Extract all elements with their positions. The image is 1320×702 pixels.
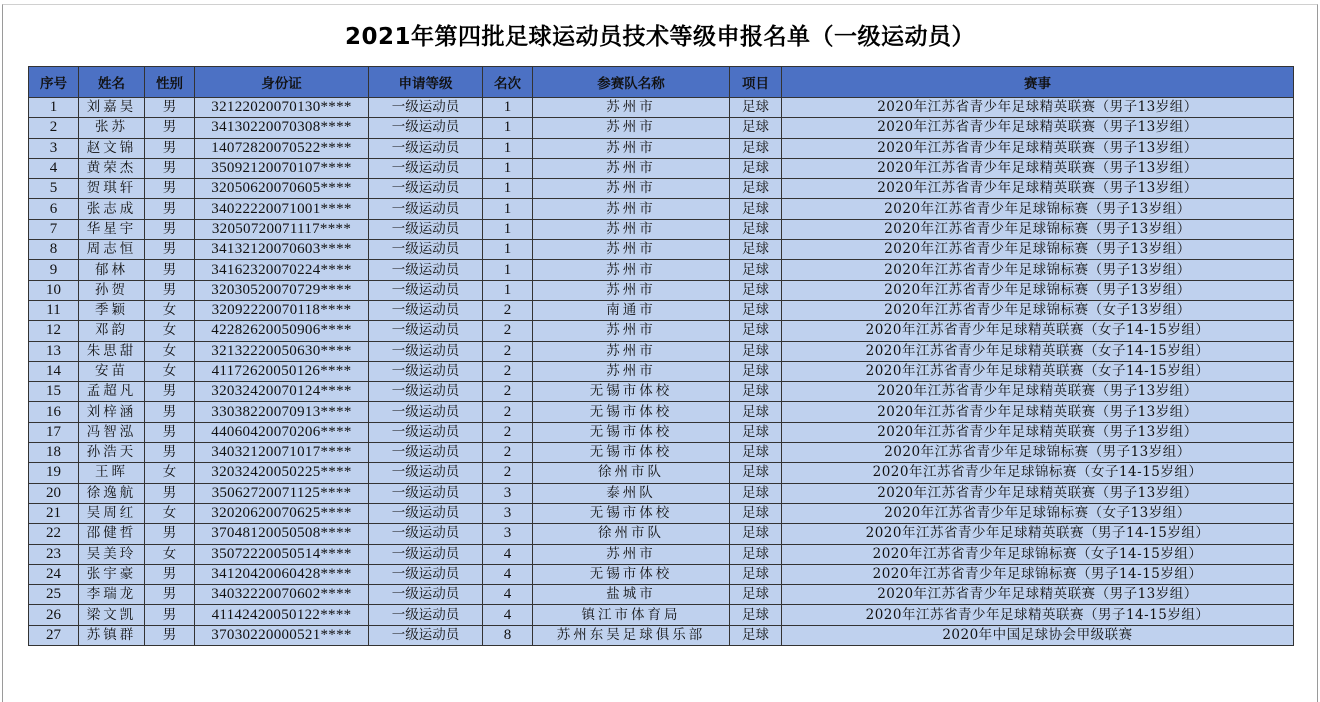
cell-name: 刘嘉昊 xyxy=(79,98,145,118)
col-header-level: 申请等级 xyxy=(369,67,483,98)
cell-level: 一级运动员 xyxy=(369,118,483,138)
cell-id-number: 35062720071125**** xyxy=(195,483,369,503)
cell-id-number: 32050620070605**** xyxy=(195,179,369,199)
cell-name: 张苏 xyxy=(79,118,145,138)
cell-rank: 3 xyxy=(483,483,533,503)
cell-name: 吴美玲 xyxy=(79,544,145,564)
cell-team: 无锡市体校 xyxy=(533,443,730,463)
cell-level: 一级运动员 xyxy=(369,564,483,584)
cell-event: 2020年江苏省青少年足球精英联赛（男子13岁组） xyxy=(782,138,1294,158)
cell-index: 11 xyxy=(29,300,79,320)
cell-index: 27 xyxy=(29,625,79,645)
cell-rank: 1 xyxy=(483,199,533,219)
cell-id-number: 34022220071001**** xyxy=(195,199,369,219)
cell-index: 18 xyxy=(29,443,79,463)
cell-event: 2020年江苏省青少年足球精英联赛（男子13岁组） xyxy=(782,422,1294,442)
cell-name: 张宇豪 xyxy=(79,564,145,584)
cell-team: 苏州东吴足球俱乐部 xyxy=(533,625,730,645)
cell-sport: 足球 xyxy=(730,199,782,219)
cell-rank: 2 xyxy=(483,402,533,422)
cell-index: 12 xyxy=(29,321,79,341)
cell-name: 孟超凡 xyxy=(79,382,145,402)
cell-name: 邓韵 xyxy=(79,321,145,341)
cell-gender: 男 xyxy=(145,422,195,442)
table-row xyxy=(29,138,1294,158)
cell-level: 一级运动员 xyxy=(369,240,483,260)
cell-index: 23 xyxy=(29,544,79,564)
cell-gender: 女 xyxy=(145,361,195,381)
table-row xyxy=(29,199,1294,219)
cell-index: 10 xyxy=(29,280,79,300)
cell-level: 一级运动员 xyxy=(369,158,483,178)
table-body xyxy=(29,98,1294,646)
cell-team: 无锡市体校 xyxy=(533,422,730,442)
table-row xyxy=(29,98,1294,118)
cell-team: 苏州市 xyxy=(533,321,730,341)
cell-level: 一级运动员 xyxy=(369,179,483,199)
table-row xyxy=(29,260,1294,280)
table-row xyxy=(29,158,1294,178)
cell-gender: 女 xyxy=(145,463,195,483)
cell-rank: 2 xyxy=(483,341,533,361)
page-title: 2021年第四批足球运动员技术等级申报名单（一级运动员） xyxy=(344,24,975,50)
cell-team: 泰州队 xyxy=(533,483,730,503)
cell-rank: 1 xyxy=(483,219,533,239)
cell-event: 2020年江苏省青少年足球锦标赛（男子13岁组） xyxy=(782,219,1294,239)
table-row xyxy=(29,118,1294,138)
cell-rank: 2 xyxy=(483,361,533,381)
cell-rank: 2 xyxy=(483,463,533,483)
cell-event: 2020年江苏省青少年足球精英联赛（男子13岁组） xyxy=(782,158,1294,178)
cell-gender: 男 xyxy=(145,118,195,138)
cell-level: 一级运动员 xyxy=(369,300,483,320)
cell-rank: 1 xyxy=(483,158,533,178)
cell-name: 吴周红 xyxy=(79,503,145,523)
cell-index: 8 xyxy=(29,240,79,260)
table-header-row xyxy=(29,67,1294,98)
cell-gender: 男 xyxy=(145,443,195,463)
cell-index: 2 xyxy=(29,118,79,138)
cell-level: 一级运动员 xyxy=(369,98,483,118)
cell-team: 苏州市 xyxy=(533,158,730,178)
table-row xyxy=(29,585,1294,605)
cell-gender: 男 xyxy=(145,524,195,544)
cell-level: 一级运动员 xyxy=(369,422,483,442)
cell-id-number: 34120420060428**** xyxy=(195,564,369,584)
cell-sport: 足球 xyxy=(730,402,782,422)
cell-gender: 女 xyxy=(145,341,195,361)
cell-index: 15 xyxy=(29,382,79,402)
cell-team: 苏州市 xyxy=(533,179,730,199)
cell-sport: 足球 xyxy=(730,463,782,483)
cell-name: 孙浩天 xyxy=(79,443,145,463)
table-row xyxy=(29,179,1294,199)
table-row xyxy=(29,321,1294,341)
cell-level: 一级运动员 xyxy=(369,361,483,381)
cell-index: 9 xyxy=(29,260,79,280)
cell-name: 赵文锦 xyxy=(79,138,145,158)
cell-sport: 足球 xyxy=(730,625,782,645)
cell-name: 孙贺 xyxy=(79,280,145,300)
table-row xyxy=(29,605,1294,625)
cell-name: 李瑞龙 xyxy=(79,585,145,605)
col-header-sport: 项目 xyxy=(730,67,782,98)
cell-level: 一级运动员 xyxy=(369,199,483,219)
cell-event: 2020年江苏省青少年足球锦标赛（男子13岁组） xyxy=(782,443,1294,463)
table-row xyxy=(29,219,1294,239)
cell-index: 6 xyxy=(29,199,79,219)
cell-id-number: 32032420050225**** xyxy=(195,463,369,483)
cell-team: 无锡市体校 xyxy=(533,402,730,422)
cell-event: 2020年江苏省青少年足球锦标赛（男子13岁组） xyxy=(782,260,1294,280)
cell-level: 一级运动员 xyxy=(369,483,483,503)
cell-gender: 女 xyxy=(145,321,195,341)
cell-team: 苏州市 xyxy=(533,118,730,138)
cell-event: 2020年江苏省青少年足球锦标赛（女子13岁组） xyxy=(782,503,1294,523)
cell-level: 一级运动员 xyxy=(369,625,483,645)
cell-rank: 4 xyxy=(483,605,533,625)
cell-id-number: 32132220050630**** xyxy=(195,341,369,361)
cell-event: 2020年江苏省青少年足球精英联赛（男子13岁组） xyxy=(782,179,1294,199)
cell-event: 2020年江苏省青少年足球精英联赛（男子13岁组） xyxy=(782,402,1294,422)
cell-name: 冯智泓 xyxy=(79,422,145,442)
cell-rank: 2 xyxy=(483,300,533,320)
cell-sport: 足球 xyxy=(730,503,782,523)
cell-event: 2020年江苏省青少年足球精英联赛（男子13岁组） xyxy=(782,98,1294,118)
table-row xyxy=(29,625,1294,645)
cell-id-number: 37048120050508**** xyxy=(195,524,369,544)
cell-id-number: 32092220070118**** xyxy=(195,300,369,320)
cell-team: 徐州市队 xyxy=(533,524,730,544)
cell-sport: 足球 xyxy=(730,443,782,463)
cell-sport: 足球 xyxy=(730,605,782,625)
cell-index: 5 xyxy=(29,179,79,199)
cell-event: 2020年江苏省青少年足球锦标赛（男子13岁组） xyxy=(782,240,1294,260)
cell-name: 梁文凯 xyxy=(79,605,145,625)
cell-index: 16 xyxy=(29,402,79,422)
cell-name: 周志恒 xyxy=(79,240,145,260)
cell-sport: 足球 xyxy=(730,483,782,503)
cell-level: 一级运动员 xyxy=(369,382,483,402)
cell-team: 苏州市 xyxy=(533,240,730,260)
cell-name: 王晖 xyxy=(79,463,145,483)
cell-index: 26 xyxy=(29,605,79,625)
cell-sport: 足球 xyxy=(730,240,782,260)
cell-gender: 男 xyxy=(145,98,195,118)
cell-team: 无锡市体校 xyxy=(533,564,730,584)
col-header-rank: 名次 xyxy=(483,67,533,98)
cell-name: 安苗 xyxy=(79,361,145,381)
cell-index: 17 xyxy=(29,422,79,442)
cell-id-number: 34162320070224**** xyxy=(195,260,369,280)
cell-team: 苏州市 xyxy=(533,199,730,219)
cell-team: 苏州市 xyxy=(533,138,730,158)
cell-id-number: 32020620070625**** xyxy=(195,503,369,523)
cell-rank: 1 xyxy=(483,98,533,118)
cell-team: 无锡市体校 xyxy=(533,503,730,523)
cell-index: 4 xyxy=(29,158,79,178)
cell-sport: 足球 xyxy=(730,422,782,442)
cell-rank: 1 xyxy=(483,260,533,280)
cell-gender: 男 xyxy=(145,138,195,158)
cell-rank: 4 xyxy=(483,564,533,584)
table-row xyxy=(29,544,1294,564)
cell-name: 季颖 xyxy=(79,300,145,320)
cell-event: 2020年江苏省青少年足球精英联赛（女子14-15岁组） xyxy=(782,341,1294,361)
col-header-id-number: 身份证 xyxy=(195,67,369,98)
cell-event: 2020年江苏省青少年足球精英联赛（男子13岁组） xyxy=(782,118,1294,138)
cell-event: 2020年江苏省青少年足球精英联赛（男子14-15岁组） xyxy=(782,605,1294,625)
cell-level: 一级运动员 xyxy=(369,280,483,300)
cell-level: 一级运动员 xyxy=(369,260,483,280)
cell-id-number: 32122020070130**** xyxy=(195,98,369,118)
cell-name: 郁林 xyxy=(79,260,145,280)
cell-sport: 足球 xyxy=(730,321,782,341)
cell-id-number: 34032120071017**** xyxy=(195,443,369,463)
cell-name: 邵健哲 xyxy=(79,524,145,544)
cell-rank: 1 xyxy=(483,118,533,138)
cell-rank: 1 xyxy=(483,179,533,199)
cell-rank: 2 xyxy=(483,443,533,463)
cell-index: 20 xyxy=(29,483,79,503)
cell-id-number: 32050720071117**** xyxy=(195,219,369,239)
cell-gender: 男 xyxy=(145,199,195,219)
table-row xyxy=(29,240,1294,260)
cell-id-number: 14072820070522**** xyxy=(195,138,369,158)
cell-sport: 足球 xyxy=(730,138,782,158)
cell-id-number: 34132120070603**** xyxy=(195,240,369,260)
cell-sport: 足球 xyxy=(730,382,782,402)
col-header-gender: 性别 xyxy=(145,67,195,98)
cell-event: 2020年江苏省青少年足球精英联赛（男子13岁组） xyxy=(782,382,1294,402)
cell-event: 2020年江苏省青少年足球锦标赛（男子13岁组） xyxy=(782,199,1294,219)
cell-team: 苏州市 xyxy=(533,341,730,361)
cell-team: 盐城市 xyxy=(533,585,730,605)
cell-gender: 男 xyxy=(145,240,195,260)
cell-level: 一级运动员 xyxy=(369,544,483,564)
cell-id-number: 32030520070729**** xyxy=(195,280,369,300)
cell-sport: 足球 xyxy=(730,118,782,138)
cell-name: 张志成 xyxy=(79,199,145,219)
cell-rank: 2 xyxy=(483,382,533,402)
cell-index: 22 xyxy=(29,524,79,544)
table-row xyxy=(29,300,1294,320)
cell-id-number: 34032220070602**** xyxy=(195,585,369,605)
cell-event: 2020年江苏省青少年足球锦标赛（女子14-15岁组） xyxy=(782,463,1294,483)
table-row xyxy=(29,341,1294,361)
cell-index: 19 xyxy=(29,463,79,483)
cell-name: 朱思甜 xyxy=(79,341,145,361)
cell-team: 苏州市 xyxy=(533,219,730,239)
cell-level: 一级运动员 xyxy=(369,341,483,361)
cell-gender: 女 xyxy=(145,503,195,523)
cell-gender: 男 xyxy=(145,260,195,280)
cell-index: 25 xyxy=(29,585,79,605)
cell-event: 2020年江苏省青少年足球锦标赛（女子13岁组） xyxy=(782,300,1294,320)
cell-team: 苏州市 xyxy=(533,260,730,280)
cell-team: 南通市 xyxy=(533,300,730,320)
cell-sport: 足球 xyxy=(730,341,782,361)
cell-name: 黄荣杰 xyxy=(79,158,145,178)
cell-rank: 2 xyxy=(483,422,533,442)
cell-event: 2020年江苏省青少年足球锦标赛（女子14-15岁组） xyxy=(782,544,1294,564)
cell-id-number: 34130220070308**** xyxy=(195,118,369,138)
cell-team: 徐州市队 xyxy=(533,463,730,483)
cell-index: 1 xyxy=(29,98,79,118)
cell-name: 苏镇群 xyxy=(79,625,145,645)
cell-gender: 男 xyxy=(145,179,195,199)
cell-level: 一级运动员 xyxy=(369,138,483,158)
table-row xyxy=(29,503,1294,523)
cell-event: 2020年江苏省青少年足球精英联赛（男子13岁组） xyxy=(782,483,1294,503)
cell-gender: 男 xyxy=(145,605,195,625)
cell-event: 2020年江苏省青少年足球精英联赛（男子14-15岁组） xyxy=(782,524,1294,544)
cell-event: 2020年江苏省青少年足球精英联赛（女子14-15岁组） xyxy=(782,321,1294,341)
cell-gender: 男 xyxy=(145,483,195,503)
cell-gender: 男 xyxy=(145,585,195,605)
cell-id-number: 41172620050126**** xyxy=(195,361,369,381)
cell-gender: 女 xyxy=(145,544,195,564)
cell-level: 一级运动员 xyxy=(369,524,483,544)
cell-sport: 足球 xyxy=(730,544,782,564)
cell-level: 一级运动员 xyxy=(369,605,483,625)
cell-index: 21 xyxy=(29,503,79,523)
cell-team: 苏州市 xyxy=(533,280,730,300)
table-row xyxy=(29,463,1294,483)
cell-rank: 3 xyxy=(483,524,533,544)
cell-level: 一级运动员 xyxy=(369,219,483,239)
cell-level: 一级运动员 xyxy=(369,463,483,483)
table-row xyxy=(29,361,1294,381)
cell-gender: 男 xyxy=(145,158,195,178)
cell-gender: 男 xyxy=(145,280,195,300)
cell-sport: 足球 xyxy=(730,524,782,544)
cell-rank: 1 xyxy=(483,280,533,300)
table-row xyxy=(29,382,1294,402)
cell-rank: 4 xyxy=(483,544,533,564)
cell-team: 无锡市体校 xyxy=(533,382,730,402)
cell-id-number: 44060420070206**** xyxy=(195,422,369,442)
cell-gender: 男 xyxy=(145,625,195,645)
table-row xyxy=(29,422,1294,442)
cell-name: 徐逸航 xyxy=(79,483,145,503)
cell-event: 2020年江苏省青少年足球精英联赛（男子13岁组） xyxy=(782,585,1294,605)
cell-id-number: 32032420070124**** xyxy=(195,382,369,402)
cell-team: 苏州市 xyxy=(533,98,730,118)
cell-team: 镇江市体育局 xyxy=(533,605,730,625)
cell-id-number: 35092120070107**** xyxy=(195,158,369,178)
cell-team: 苏州市 xyxy=(533,544,730,564)
cell-gender: 女 xyxy=(145,300,195,320)
cell-event: 2020年江苏省青少年足球精英联赛（女子14-15岁组） xyxy=(782,361,1294,381)
athlete-roster-table xyxy=(28,66,1294,646)
col-header-index: 序号 xyxy=(29,67,79,98)
cell-sport: 足球 xyxy=(730,300,782,320)
cell-sport: 足球 xyxy=(730,260,782,280)
cell-sport: 足球 xyxy=(730,361,782,381)
table-row xyxy=(29,443,1294,463)
cell-rank: 4 xyxy=(483,585,533,605)
cell-rank: 1 xyxy=(483,138,533,158)
cell-index: 7 xyxy=(29,219,79,239)
table-row xyxy=(29,402,1294,422)
col-header-name: 姓名 xyxy=(79,67,145,98)
table-row xyxy=(29,524,1294,544)
cell-index: 24 xyxy=(29,564,79,584)
cell-id-number: 35072220050514**** xyxy=(195,544,369,564)
cell-rank: 8 xyxy=(483,625,533,645)
cell-level: 一级运动员 xyxy=(369,585,483,605)
cell-sport: 足球 xyxy=(730,219,782,239)
cell-gender: 男 xyxy=(145,564,195,584)
cell-index: 3 xyxy=(29,138,79,158)
cell-rank: 3 xyxy=(483,503,533,523)
cell-sport: 足球 xyxy=(730,585,782,605)
cell-index: 13 xyxy=(29,341,79,361)
cell-sport: 足球 xyxy=(730,158,782,178)
cell-index: 14 xyxy=(29,361,79,381)
cell-name: 贺琪轩 xyxy=(79,179,145,199)
cell-rank: 1 xyxy=(483,240,533,260)
cell-sport: 足球 xyxy=(730,280,782,300)
cell-level: 一级运动员 xyxy=(369,443,483,463)
cell-team: 苏州市 xyxy=(533,361,730,381)
cell-level: 一级运动员 xyxy=(369,503,483,523)
cell-gender: 男 xyxy=(145,382,195,402)
cell-rank: 2 xyxy=(483,321,533,341)
table-row xyxy=(29,564,1294,584)
cell-id-number: 37030220000521**** xyxy=(195,625,369,645)
cell-id-number: 41142420050122**** xyxy=(195,605,369,625)
cell-id-number: 42282620050906**** xyxy=(195,321,369,341)
cell-level: 一级运动员 xyxy=(369,321,483,341)
cell-event: 2020年中国足球协会甲级联赛 xyxy=(782,625,1294,645)
col-header-event: 赛事 xyxy=(782,67,1294,98)
table-row xyxy=(29,483,1294,503)
cell-event: 2020年江苏省青少年足球锦标赛（男子14-15岁组） xyxy=(782,564,1294,584)
cell-name: 华星宇 xyxy=(79,219,145,239)
table-row xyxy=(29,280,1294,300)
cell-id-number: 33038220070913**** xyxy=(195,402,369,422)
cell-gender: 男 xyxy=(145,402,195,422)
cell-sport: 足球 xyxy=(730,98,782,118)
cell-event: 2020年江苏省青少年足球锦标赛（男子13岁组） xyxy=(782,280,1294,300)
cell-sport: 足球 xyxy=(730,179,782,199)
cell-level: 一级运动员 xyxy=(369,402,483,422)
cell-gender: 男 xyxy=(145,219,195,239)
cell-name: 刘梓涵 xyxy=(79,402,145,422)
cell-sport: 足球 xyxy=(730,564,782,584)
col-header-team: 参赛队名称 xyxy=(533,67,730,98)
